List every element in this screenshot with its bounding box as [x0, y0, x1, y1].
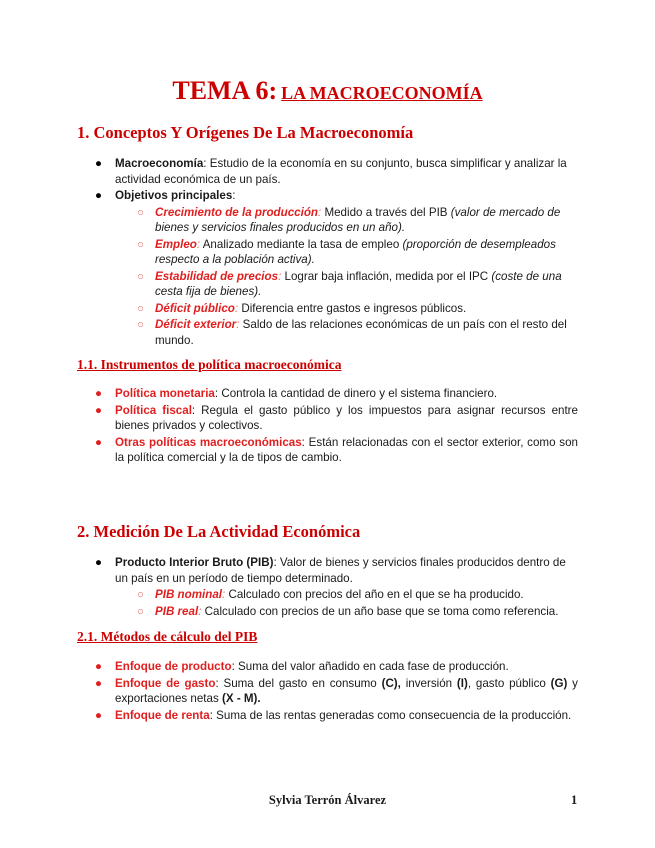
page-title [0, 76, 655, 106]
bullet-disc: ● [95, 435, 103, 449]
list-item: ● Macroeconomía: Estudio de la economía en su conjunto, busca simplificar y analizar la actividad económica de un país. [95, 157, 567, 186]
list-item: ● Producto Interior Bruto (PIB): Valor de bienes y servicios finales producidos dentro de un país en un período de tiempo determinado. [95, 556, 566, 585]
bullet-disc: ● [95, 660, 103, 673]
bullet-disc: ● [95, 387, 103, 400]
list-item: ○ Déficit exterior: Saldo de las relaciones económicas de un país con el resto del mundo. [137, 318, 567, 347]
bullet-circle: ○ [137, 205, 145, 219]
section-1-heading: 1. Conceptos Y Orígenes De La Macroeconomía [77, 123, 414, 142]
list-item: ○ Crecimiento de la producción: Medido a través del PIB (valor de mercado de bienes y servicios finales producidos en un año). [137, 205, 561, 234]
bullet-circle: ○ [137, 588, 145, 601]
list-item: ● Enfoque de gasto: Suma del gasto en consumo (C), inversión (I), gasto público (G) y exportaciones netas (X - M). [95, 676, 578, 705]
list-item: ○ Déficit público: Diferencia entre gastos e ingresos públicos. [137, 301, 467, 315]
title-prefix: TEMA 6: [172, 76, 278, 105]
section-2-heading: 2. Medición De La Actividad Económica [77, 522, 361, 541]
section-2-1-list [0, 659, 655, 723]
bullet-disc: ● [95, 157, 103, 170]
bullet-circle: ○ [137, 269, 145, 283]
section-2-list [0, 555, 655, 619]
list-item: ○ Empleo: Analizado mediante la tasa de empleo (proporción de desempleados respecto a la población activa). [137, 237, 556, 266]
bullet-circle: ○ [137, 301, 145, 315]
bullet-disc: ● [95, 189, 103, 202]
bullet-circle: ○ [137, 604, 145, 618]
list-item: ● Otras políticas macroeconómicas: Están relacionadas con el sector exterior, como son la política comercial y la de tipos de cambio. [95, 435, 578, 464]
bullet-disc: ● [95, 676, 103, 690]
list-item: ● Política fiscal: Regula el gasto público y los impuestos para asignar recursos entre bienes privados y colectivos. [95, 403, 578, 432]
list-item: ● Política monetaria: Controla la cantidad de dinero y el sistema financiero. [95, 387, 498, 400]
list-item: ● Enfoque de renta: Suma de las rentas generadas como consecuencia de la producción. [95, 708, 572, 722]
section-2-1-heading: 2.1. Métodos de cálculo del PIB [77, 629, 258, 644]
bullet-disc: ● [95, 556, 103, 569]
list-item: ● Enfoque de producto: Suma del valor añadido en cada fase de producción. [95, 660, 509, 673]
bullet-circle: ○ [137, 237, 145, 251]
section-1-1-list [0, 386, 655, 466]
title-main: LA MACROECONOMÍA [281, 83, 483, 103]
list-item: ○ PIB real: Calculado con precios de un año base que se toma como referencia. [137, 604, 559, 618]
list-item: ○ PIB nominal: Calculado con precios del año en el que se ha producido. [137, 588, 524, 601]
footer-author: Sylvia Terrón Álvarez [268, 793, 387, 807]
page-number: 1 [571, 793, 578, 807]
bullet-disc: ● [95, 708, 103, 722]
list-item: ○ Estabilidad de precios: Lograr baja inflación, medida por el IPC (coste de una cesta fija de bienes). [137, 269, 562, 298]
bullet-circle: ○ [137, 318, 145, 331]
bullet-disc: ● [95, 403, 103, 417]
list-item: ● Objetivos principales: [95, 189, 236, 202]
section-1-list [0, 156, 655, 348]
section-1-1-heading: 1.1. Instrumentos de política macroeconómica [77, 357, 342, 372]
